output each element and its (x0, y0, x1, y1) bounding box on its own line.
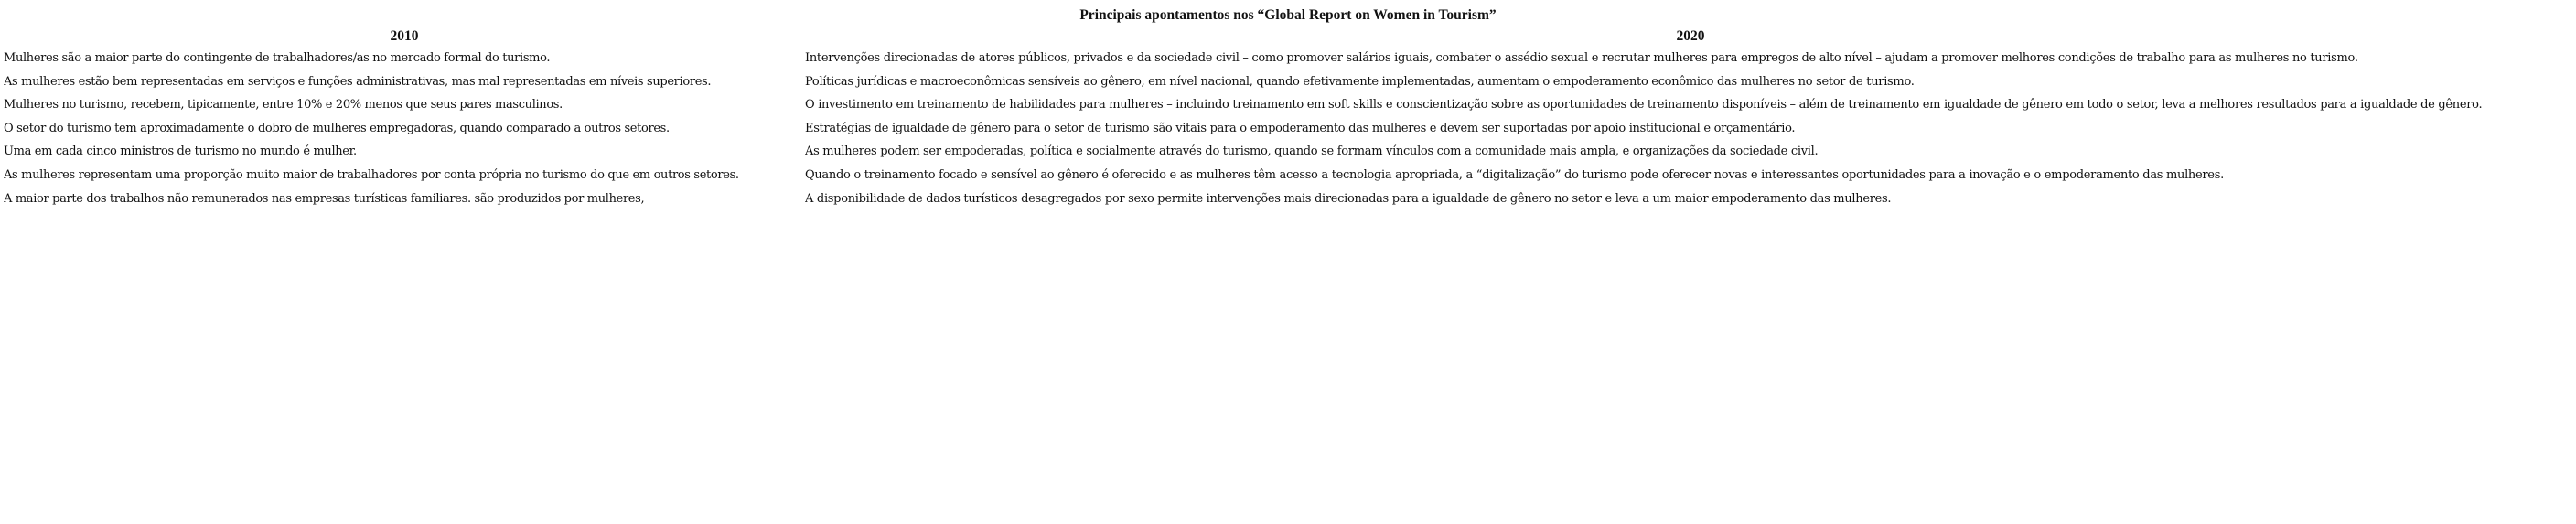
table-row (4, 164, 2576, 187)
cell-2020: As mulheres podem ser empoderadas, política e socialmente através do turismo, quando se formam vínculos com a comunidade mais ampla, e organizações da sociedade civil. (805, 144, 1819, 159)
table-row (4, 93, 2576, 117)
cell-2010: O setor do turismo tem aproximadamente o dobro de mulheres empregadoras, quando comparado a outros setores. (4, 121, 670, 135)
table-header-row (4, 27, 2576, 47)
column-header-2010: 2010 (390, 28, 419, 44)
table-row (4, 47, 2576, 70)
document-title: Principais apontamentos nos “Global Report on Women in Tourism” (1079, 7, 1497, 23)
table-row (4, 140, 2576, 164)
findings-table (4, 27, 2576, 210)
table-row (4, 187, 2576, 211)
cell-2020: Políticas jurídicas e macroeconômicas sensíveis ao gênero, em nível nacional, quando efetivamente implementadas, aumentam o empoderamento econômico das mulheres no setor de turismo. (805, 74, 1915, 89)
column-header-2020: 2020 (1676, 28, 1705, 44)
cell-2010: As mulheres representam uma proporção muito maior de trabalhadores por conta própria no turismo do que em outros setores. (4, 167, 739, 182)
cell-2010: Uma em cada cinco ministros de turismo no mundo é mulher. (4, 144, 357, 159)
table-row (4, 117, 2576, 141)
cell-2010: Mulheres são a maior parte do contingente de trabalhadores/as no mercado formal do turismo. (4, 51, 551, 65)
cell-2010: As mulheres estão bem representadas em serviços e funções administrativas, mas mal representadas em níveis superiores. (4, 74, 712, 89)
cell-2010: A maior parte dos trabalhos não remunerados nas empresas turísticas familiares. são produzidos por mulheres, (4, 191, 645, 206)
cell-2020: Estratégias de igualdade de gênero para o setor de turismo são vitais para o empoderamento das mulheres e devem ser suportadas por apoio institucional e orçamentário. (805, 121, 1796, 135)
cell-2010: Mulheres no turismo, recebem, tipicamente, entre 10% e 20% menos que seus pares masculinos. (4, 98, 563, 112)
cell-2020: Intervenções direcionadas de atores públicos, privados e da sociedade civil – como promover salários iguais, combater o assédio sexual e recrutar mulheres para empregos de alto nível – ajudam a promover melhores condições de trabalho para as mulheres no turismo. (805, 51, 2358, 65)
table-row (4, 70, 2576, 94)
cell-2020: A disponibilidade de dados turísticos desagregados por sexo permite intervenções mais direcionadas para a igualdade de gênero no setor e leva a um maior empoderamento das mulheres. (805, 191, 1892, 206)
cell-2020: O investimento em treinamento de habilidades para mulheres – incluindo treinamento em soft skills e conscientização sobre as oportunidades de treinamento disponíveis – além de treinamento em igualdade de gênero em todo o setor, leva a melhores resultados para a igualdade de gênero. (805, 98, 2483, 112)
cell-2020: Quando o treinamento focado e sensível ao gênero é oferecido e as mulheres têm acesso a tecnologia apropriada, a “digitalização” do turismo pode oferecer novas e interessantes oportunidades para a inovação e o empoderamento das mulheres. (805, 167, 2224, 182)
